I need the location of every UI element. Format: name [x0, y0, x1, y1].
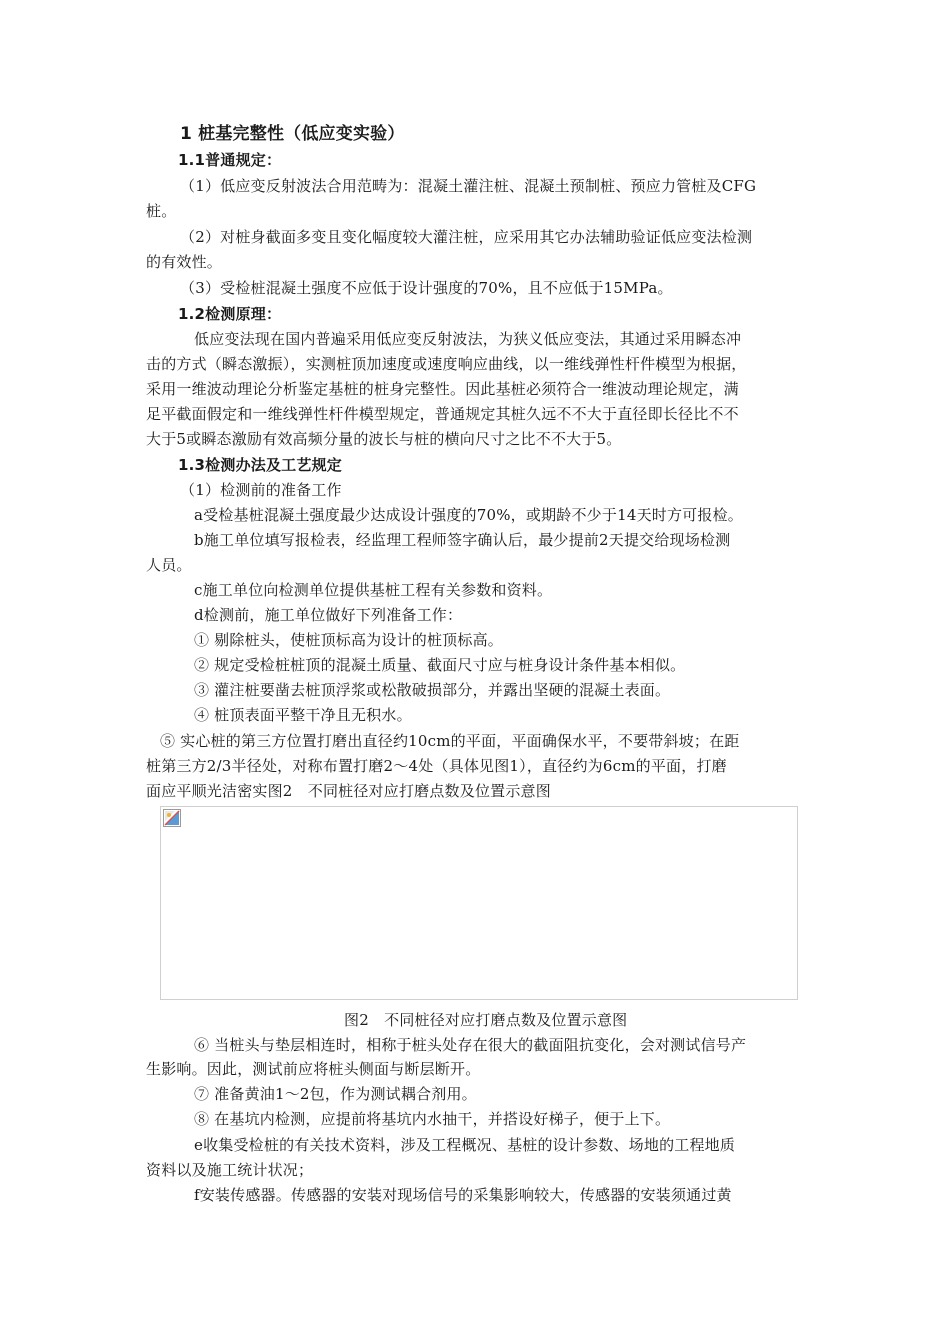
paragraph-line: a受检基桩混凝土强度最少达成设计强度的70%，或期龄不少于14天时方可报检。 — [194, 506, 743, 524]
paragraph-line: f安装传感器。传感器的安装对现场信号的采集影响较大，传感器的安装须通过黄 — [194, 1186, 732, 1204]
paragraph-line: （2）对桩身截面多变且变化幅度较大灌注桩，应采用其它办法辅助验证低应变法检测 — [180, 228, 753, 246]
paragraph-line: d检测前，施工单位做好下列准备工作： — [194, 606, 463, 624]
paragraph-line: 资料以及施工统计状况； — [146, 1161, 314, 1179]
paragraph-line: 人员。 — [146, 556, 192, 574]
list-item: ⑧ 在基坑内检测，应提前将基坑内水抽干，并搭设好梯子，便于上下。 — [194, 1110, 671, 1128]
subsection-title-1-3: 1.3检测办法及工艺规定 — [178, 456, 342, 474]
paragraph-line: 大于5或瞬态激励有效高频分量的波长与桩的横向尺寸之比不不大于5。 — [146, 430, 622, 448]
list-item: ⑥ 当桩头与垫层相连时，相称于桩头处存在很大的截面阻抗变化，会对测试信号产 — [194, 1036, 747, 1054]
broken-image-icon — [163, 809, 181, 827]
list-item: 面应平顺光洁密实图2 不同桩径对应打磨点数及位置示意图 — [146, 782, 551, 800]
list-item: 生影响。因此，测试前应将桩头侧面与断层断开。 — [146, 1060, 481, 1078]
subsection-title-1-2: 1.2检测原理： — [178, 305, 282, 323]
paragraph-line: 桩。 — [146, 202, 177, 220]
list-item: ③ 灌注桩要凿去桩顶浮浆或松散破损部分，并露出坚硬的混凝土表面。 — [194, 681, 671, 699]
list-item: ① 剔除桩头，使桩顶标高为设计的桩顶标高。 — [194, 631, 503, 649]
list-item: ② 规定受检桩桩顶的混凝土质量、截面尺寸应与桩身设计条件基本相似。 — [194, 656, 686, 674]
subsection-title-1-1: 1.1普通规定： — [178, 151, 282, 169]
paragraph-line: b施工单位填写报检表，经监理工程师签字确认后，最少提前2天提交给现场检测 — [194, 531, 731, 549]
paragraph-line: （1）低应变反射波法合用范畴为：混凝土灌注桩、混凝土预制桩、预应力管桩及CFG — [180, 177, 757, 195]
paragraph-line: （3）受检桩混凝土强度不应低于设计强度的70%，且不应低于15MPa。 — [180, 279, 673, 297]
paragraph-line: 的有效性。 — [146, 253, 223, 271]
paragraph-line: 足平截面假定和一维线弹性杆件模型规定，普通规定其桩久远不不大于直径即长径比不不 — [146, 405, 739, 423]
list-item: ④ 桩顶表面平整干净且无积水。 — [194, 706, 412, 724]
paragraph-line: c施工单位向检测单位提供基桩工程有关参数和资料。 — [194, 581, 553, 599]
figure-placeholder — [160, 806, 798, 1000]
section-heading: 1 桩基完整性（低应变实验） — [180, 124, 405, 144]
list-item: ⑦ 准备黄油1～2包，作为测试耦合剂用。 — [194, 1085, 477, 1103]
paragraph-line: （1）检测前的准备工作 — [180, 481, 342, 499]
list-item: ⑤ 实心桩的第三方位置打磨出直径约10cm的平面，平面确保水平，不要带斜坡；在距 — [160, 732, 740, 750]
paragraph-line: e收集受检桩的有关技术资料，涉及工程概况、基桩的设计参数、场地的工程地质 — [194, 1136, 736, 1154]
paragraph-line: 击的方式（瞬态激振），实测桩顶加速度或速度响应曲线，以一维线弹性杆件模型为根据， — [146, 355, 747, 373]
paragraph-line: 低应变法现在国内普遍采用低应变反射波法，为狭义低应变法，其通过采用瞬态冲 — [194, 330, 742, 348]
figure-caption: 图2 不同桩径对应打磨点数及位置示意图 — [344, 1011, 628, 1029]
list-item: 桩第三方2/3半径处，对称布置打磨2～4处（具体见图1），直径约为6cm的平面，打磨 — [146, 757, 727, 775]
paragraph-line: 采用一维波动理论分析鉴定基桩的桩身完整性。因此基桩必须符合一维波动理论规定，满 — [146, 380, 739, 398]
